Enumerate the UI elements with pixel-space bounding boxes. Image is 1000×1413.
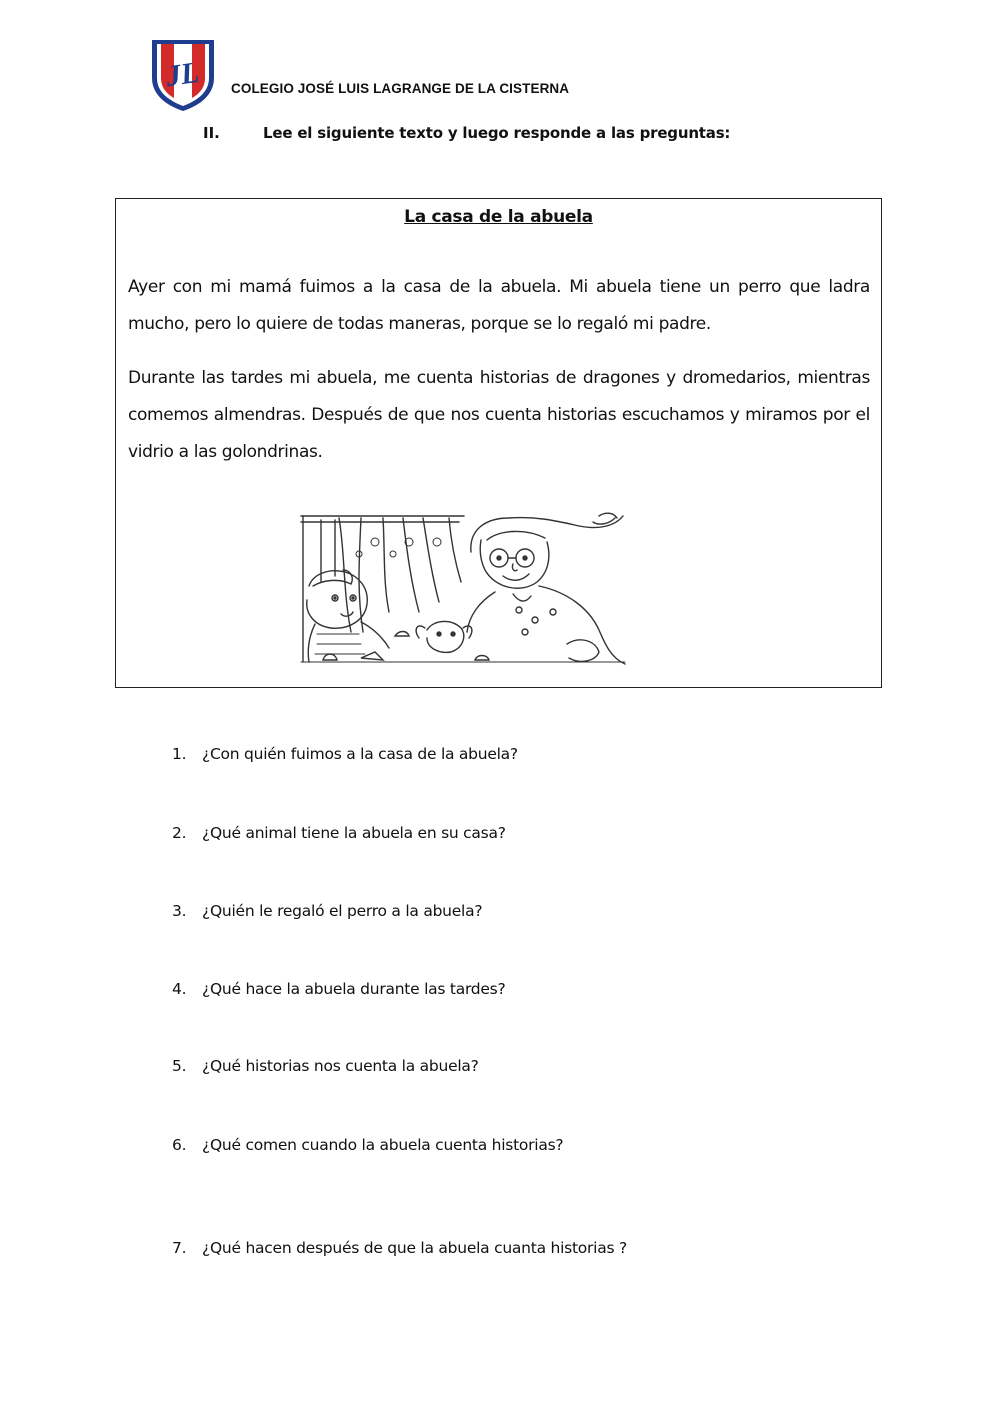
school-name: COLEGIO JOSÉ LUIS LAGRANGE DE LA CISTERNA [231, 81, 570, 96]
question-number: 1. [172, 745, 187, 763]
question-item [172, 902, 482, 920]
question-number: 5. [172, 1057, 187, 1075]
grandmother-child-illustration [299, 512, 627, 670]
question-number: 7. [172, 1239, 187, 1257]
question-number: 6. [172, 1136, 187, 1154]
question-number: 2. [172, 824, 187, 842]
question-text: ¿Qué historias nos cuenta la abuela? [202, 1057, 479, 1075]
question-item [172, 824, 506, 842]
question-text: ¿Qué comen cuando la abuela cuenta historias? [202, 1136, 564, 1154]
question-text: ¿Qué hace la abuela durante las tardes? [202, 980, 506, 998]
story-paragraph: Ayer con mi mamá fuimos a la casa de la abuela. Mi abuela tiene un perro que ladra mucho, pero lo quiere de todas maneras, porque se lo regaló mi padre. [128, 277, 870, 334]
question-text: ¿Qué hacen después de que la abuela cuanta historias ? [202, 1239, 627, 1257]
question-number: 4. [172, 980, 187, 998]
question-text: ¿Qué animal tiene la abuela en su casa? [202, 824, 506, 842]
svg-text:JL: JL [163, 55, 202, 94]
question-number: 3. [172, 902, 187, 920]
story-title: La casa de la abuela [404, 207, 593, 227]
story-paragraph: Durante las tardes mi abuela, me cuenta historias de dragones y dromedarios, mientras comemos almendras. Después de que nos cuenta historias escuchamos y miramos por el vidrio a las golondrinas. [128, 368, 870, 462]
school-crest-logo [150, 38, 216, 112]
question-item [172, 1239, 627, 1257]
question-text: ¿Con quién fuimos a la casa de la abuela? [202, 745, 518, 763]
question-item [172, 745, 518, 763]
question-text: ¿Quién le regaló el perro a la abuela? [202, 902, 483, 920]
question-item [172, 1057, 479, 1075]
question-item [172, 1136, 563, 1154]
section-number: II. [203, 124, 220, 142]
question-item [172, 980, 506, 998]
section-instruction: Lee el siguiente texto y luego responde a las preguntas: [263, 124, 731, 142]
